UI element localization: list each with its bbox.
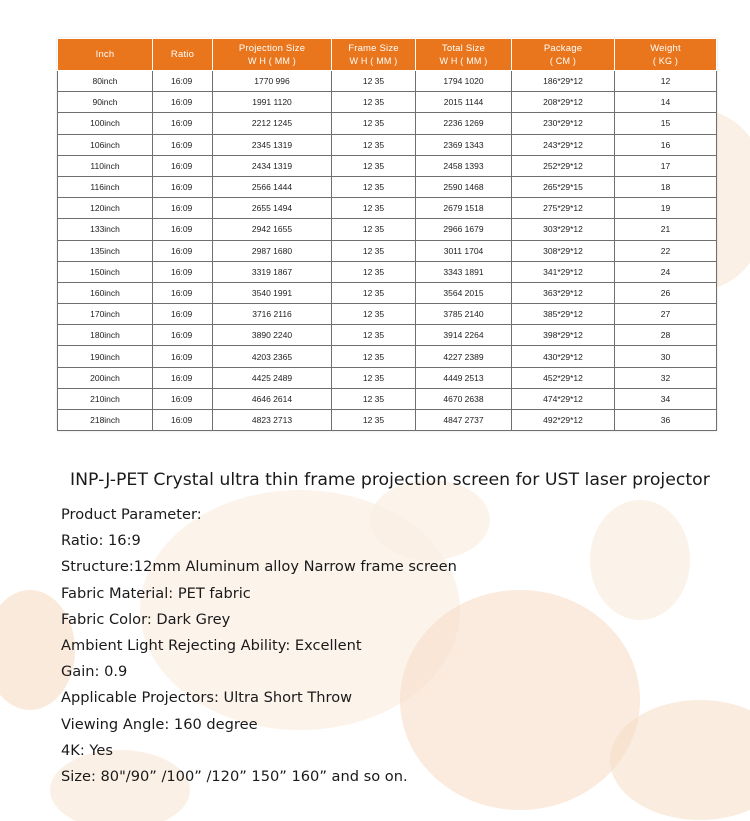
table-row [58,261,717,282]
param-fabric-color: Fabric Color: Dark Grey [61,610,231,628]
cell-projection-size: 4646 2614 [213,388,332,409]
param-size: Size: 80"/90” /100” /120” 150” 160” and so on. [61,767,408,785]
cell-projection-size: 3319 1867 [213,261,332,282]
cell-ratio: 16:09 [153,304,213,325]
cell-total-size: 2458 1393 [416,155,512,176]
table-row [58,219,717,240]
cell-weight: 27 [615,304,717,325]
cell-projection-size: 2942 1655 [213,219,332,240]
cell-total-size: 2679 1518 [416,198,512,219]
cell-package: 492*29*12 [512,410,615,431]
cell-projection-size: 3540 1991 [213,282,332,303]
cell-ratio: 16:09 [153,240,213,261]
cell-frame-size: 12 35 [332,325,416,346]
cell-frame-size: 12 35 [332,155,416,176]
cell-weight: 21 [615,219,717,240]
cell-projection-size: 2434 1319 [213,155,332,176]
table-row [58,113,717,134]
cell-package: 208*29*12 [512,92,615,113]
cell-total-size: 3011 1704 [416,240,512,261]
table-row [58,410,717,431]
cell-ratio: 16:09 [153,325,213,346]
cell-inch: 135inch [58,240,153,261]
cell-total-size: 2966 1679 [416,219,512,240]
cell-projection-size: 1770 996 [213,71,332,92]
cell-total-size: 3564 2015 [416,282,512,303]
table-row [58,71,717,92]
cell-weight: 12 [615,71,717,92]
cell-total-size: 2015 1144 [416,92,512,113]
cell-package: 341*29*12 [512,261,615,282]
param-ambient-light: Ambient Light Rejecting Ability: Excellent [61,636,362,654]
cell-inch: 110inch [58,155,153,176]
cell-total-size: 1794 1020 [416,71,512,92]
cell-inch: 80inch [58,71,153,92]
cell-ratio: 16:09 [153,346,213,367]
table-row [58,282,717,303]
cell-weight: 28 [615,325,717,346]
header-projection-size: Projection Size W H ( MM ) [213,39,332,71]
cell-projection-size: 3716 2116 [213,304,332,325]
cell-weight: 32 [615,367,717,388]
cell-package: 275*29*12 [512,198,615,219]
header-ratio: Ratio [153,39,213,71]
cell-frame-size: 12 35 [332,92,416,113]
table-header-row [58,39,717,71]
cell-weight: 22 [615,240,717,261]
table-row [58,198,717,219]
table-row [58,134,717,155]
cell-ratio: 16:09 [153,92,213,113]
param-structure: Structure:12mm Aluminum alloy Narrow frame screen [61,558,457,576]
cell-package: 452*29*12 [512,367,615,388]
cell-inch: 218inch [58,410,153,431]
spec-table [57,38,717,431]
cell-package: 398*29*12 [512,325,615,346]
cell-weight: 26 [615,282,717,303]
cell-weight: 30 [615,346,717,367]
cell-package: 243*29*12 [512,134,615,155]
cell-package: 385*29*12 [512,304,615,325]
header-inch: Inch [58,39,153,71]
cell-ratio: 16:09 [153,282,213,303]
cell-total-size: 3914 2264 [416,325,512,346]
cell-weight: 19 [615,198,717,219]
cell-total-size: 2369 1343 [416,134,512,155]
cell-frame-size: 12 35 [332,113,416,134]
cell-total-size: 2236 1269 [416,113,512,134]
cell-total-size: 3343 1891 [416,261,512,282]
header-weight: Weight ( KG ) [615,39,717,71]
header-frame-size: Frame Size W H ( MM ) [332,39,416,71]
cell-frame-size: 12 35 [332,346,416,367]
cell-inch: 133inch [58,219,153,240]
cell-projection-size: 2345 1319 [213,134,332,155]
cell-projection-size: 4203 2365 [213,346,332,367]
table-row [58,388,717,409]
cell-projection-size: 4823 2713 [213,410,332,431]
header-package: Package ( CM ) [512,39,615,71]
cell-inch: 150inch [58,261,153,282]
cell-package: 363*29*12 [512,282,615,303]
cell-total-size: 4227 2389 [416,346,512,367]
cell-projection-size: 2566 1444 [213,176,332,197]
cell-frame-size: 12 35 [332,134,416,155]
param-gain: Gain: 0.9 [61,663,128,681]
cell-ratio: 16:09 [153,176,213,197]
param-projectors: Applicable Projectors: Ultra Short Throw [61,689,353,707]
cell-ratio: 16:09 [153,388,213,409]
cell-weight: 14 [615,92,717,113]
cell-weight: 16 [615,134,717,155]
cell-total-size: 4670 2638 [416,388,512,409]
cell-package: 308*29*12 [512,240,615,261]
table-row [58,176,717,197]
param-heading: Product Parameter: [61,506,202,523]
cell-package: 303*29*12 [512,219,615,240]
cell-frame-size: 12 35 [332,71,416,92]
cell-inch: 120inch [58,198,153,219]
cell-inch: 170inch [58,304,153,325]
cell-ratio: 16:09 [153,71,213,92]
cell-ratio: 16:09 [153,261,213,282]
cell-total-size: 3785 2140 [416,304,512,325]
cell-inch: 116inch [58,176,153,197]
cell-frame-size: 12 35 [332,410,416,431]
cell-inch: 100inch [58,113,153,134]
cell-frame-size: 12 35 [332,240,416,261]
param-ratio: Ratio: 16:9 [61,532,141,550]
cell-inch: 90inch [58,92,153,113]
cell-projection-size: 2987 1680 [213,240,332,261]
table-row [58,325,717,346]
table-row [58,240,717,261]
cell-inch: 160inch [58,282,153,303]
cell-weight: 15 [615,113,717,134]
cell-frame-size: 12 35 [332,176,416,197]
cell-ratio: 16:09 [153,410,213,431]
param-viewing-angle: Viewing Angle: 160 degree [61,715,258,733]
cell-projection-size: 1991 1120 [213,92,332,113]
cell-ratio: 16:09 [153,134,213,155]
cell-package: 252*29*12 [512,155,615,176]
cell-ratio: 16:09 [153,367,213,388]
cell-inch: 200inch [58,367,153,388]
cell-total-size: 4847 2737 [416,410,512,431]
cell-projection-size: 3890 2240 [213,325,332,346]
cell-weight: 36 [615,410,717,431]
table-row [58,367,717,388]
cell-package: 186*29*12 [512,71,615,92]
param-4k: 4K: Yes [61,741,113,759]
cell-frame-size: 12 35 [332,282,416,303]
cell-package: 265*29*15 [512,176,615,197]
cell-frame-size: 12 35 [332,304,416,325]
cell-projection-size: 4425 2489 [213,367,332,388]
cell-ratio: 16:09 [153,219,213,240]
table-row [58,155,717,176]
product-title: INP-J-PET Crystal ultra thin frame projection screen for UST laser projector [70,470,710,490]
cell-total-size: 2590 1468 [416,176,512,197]
cell-projection-size: 2655 1494 [213,198,332,219]
cell-weight: 24 [615,261,717,282]
cell-projection-size: 2212 1245 [213,113,332,134]
param-fabric-material: Fabric Material: PET fabric [61,584,251,602]
cell-ratio: 16:09 [153,113,213,134]
cell-total-size: 4449 2513 [416,367,512,388]
cell-inch: 106inch [58,134,153,155]
cell-frame-size: 12 35 [332,261,416,282]
cell-frame-size: 12 35 [332,198,416,219]
cell-weight: 34 [615,388,717,409]
table-row [58,304,717,325]
cell-package: 230*29*12 [512,113,615,134]
cell-weight: 18 [615,176,717,197]
cell-inch: 210inch [58,388,153,409]
cell-frame-size: 12 35 [332,388,416,409]
cell-frame-size: 12 35 [332,219,416,240]
cell-weight: 17 [615,155,717,176]
cell-package: 474*29*12 [512,388,615,409]
cell-inch: 190inch [58,346,153,367]
table-row [58,346,717,367]
parameter-list [61,504,457,792]
cell-package: 430*29*12 [512,346,615,367]
cell-ratio: 16:09 [153,198,213,219]
header-total-size: Total Size W H ( MM ) [416,39,512,71]
cell-ratio: 16:09 [153,155,213,176]
cell-frame-size: 12 35 [332,367,416,388]
table-row [58,92,717,113]
cell-inch: 180inch [58,325,153,346]
